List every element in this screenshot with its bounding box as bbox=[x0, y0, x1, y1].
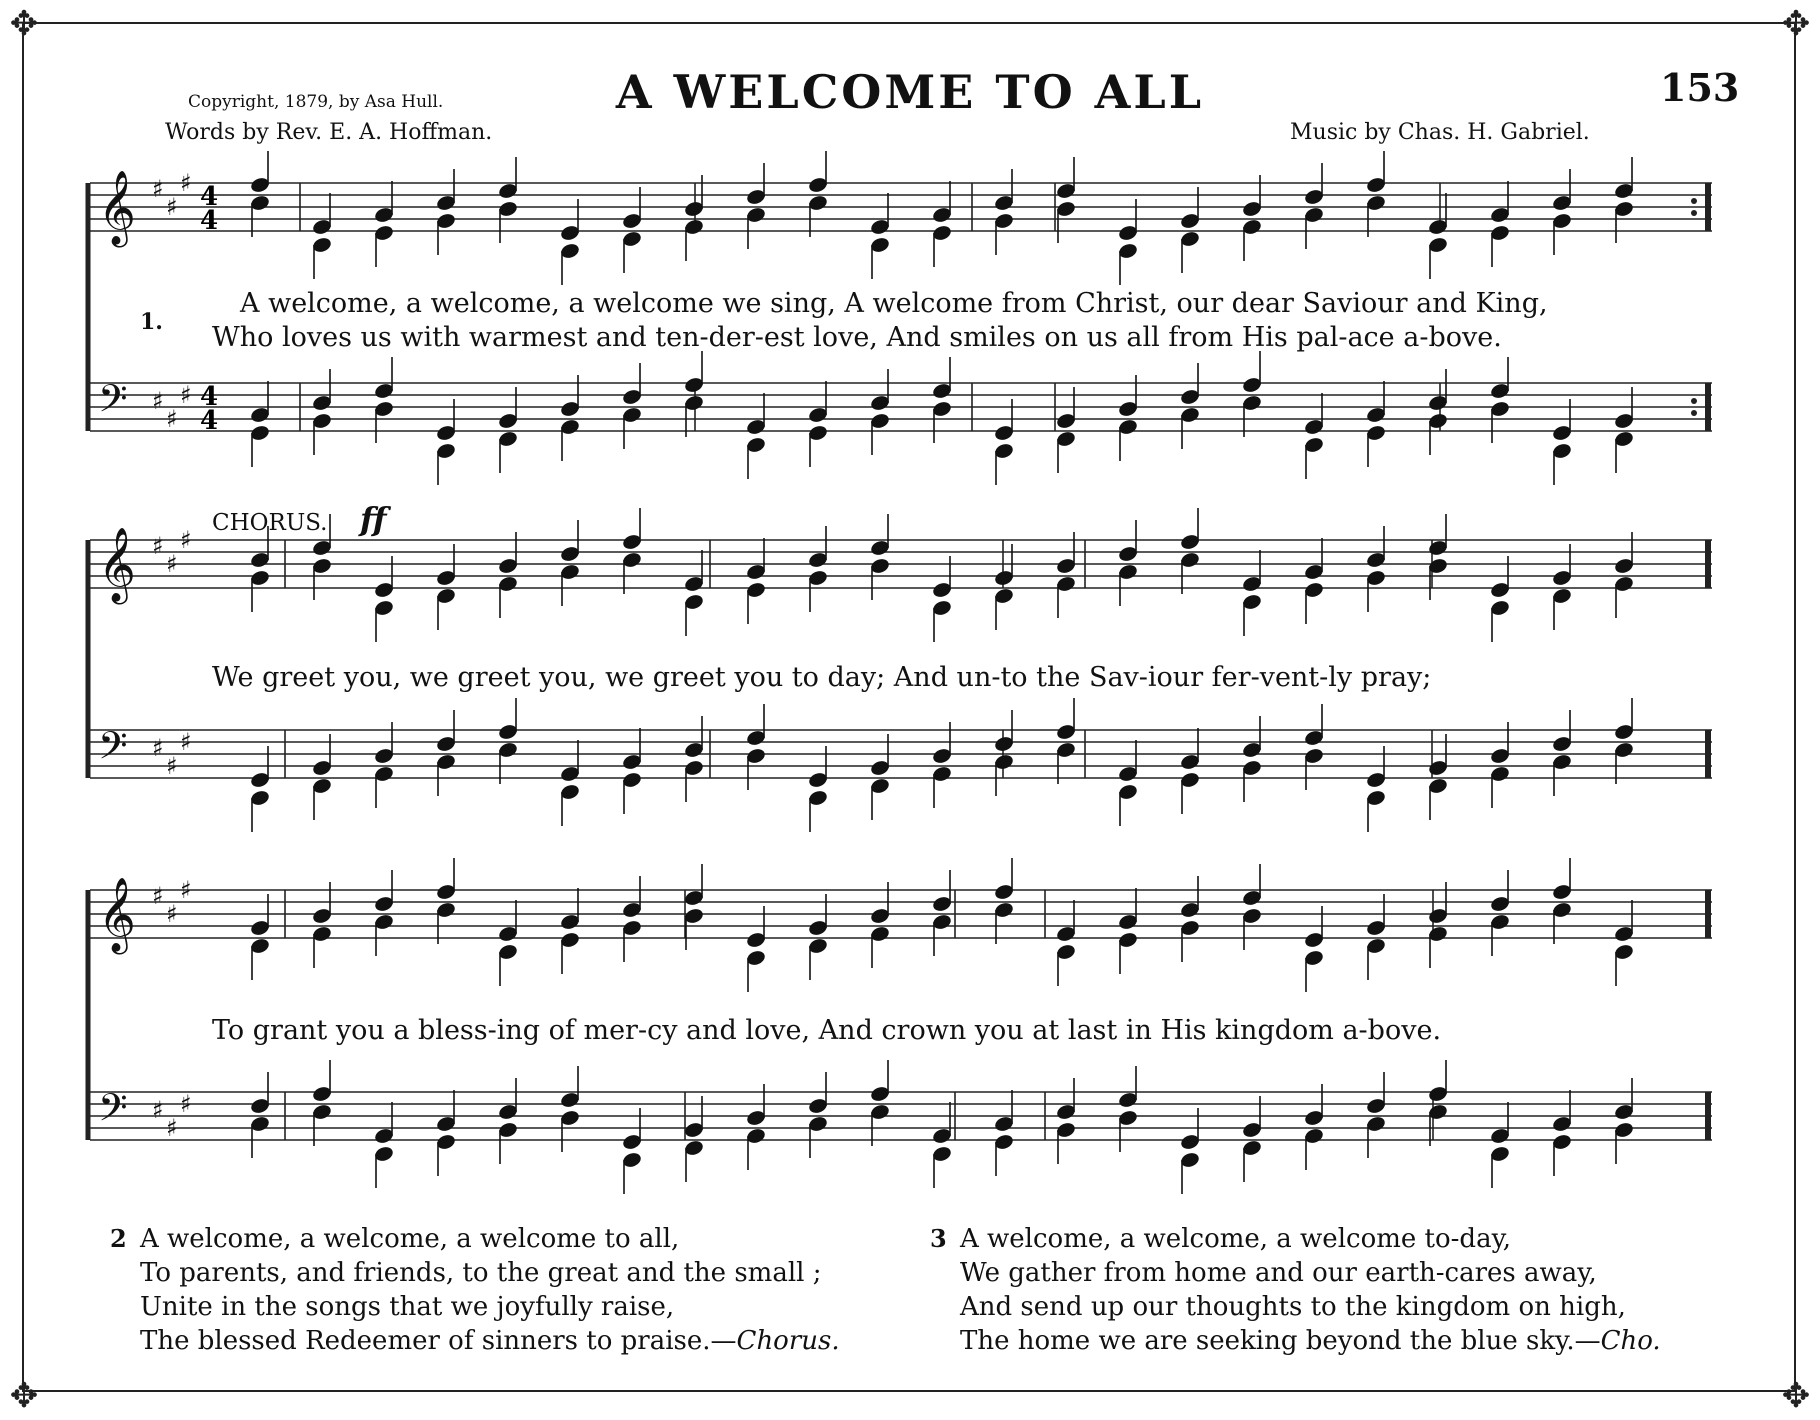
treble-clef: 𝄞 bbox=[98, 878, 136, 952]
corner-ornament-bottom-right: ✥ bbox=[1781, 1376, 1811, 1416]
sharp-sign: ♯ bbox=[166, 405, 178, 433]
chorus-line1: We greet you, we greet you, we greet you to day; And un-to the Sav-iour fer-vent-ly pray; bbox=[212, 662, 1432, 693]
stanza-line: A welcome, a welcome, a welcome to all, bbox=[140, 1224, 680, 1254]
sharp-sign: ♯ bbox=[152, 734, 164, 762]
bass-clef: 𝄢 bbox=[98, 1085, 128, 1139]
bass-clef: 𝄢 bbox=[98, 723, 128, 777]
time-signature-top: 4 bbox=[200, 182, 219, 212]
sharp-sign: ♯ bbox=[166, 193, 178, 221]
sharp-sign: ♯ bbox=[180, 728, 192, 756]
sharp-sign: ♯ bbox=[180, 876, 192, 904]
stanza-line: Unite in the songs that we joyfully raise, bbox=[140, 1292, 675, 1322]
time-signature-top: 4 bbox=[200, 382, 219, 412]
treble-clef: 𝄞 bbox=[98, 171, 136, 245]
sharp-sign: ♯ bbox=[152, 387, 164, 415]
stanza-line-text: The home we are seeking beyond the blue sky.— bbox=[960, 1326, 1601, 1356]
sharp-sign: ♯ bbox=[166, 1114, 178, 1142]
sharp-sign: ♯ bbox=[166, 900, 178, 928]
stanza-number: 2 bbox=[110, 1224, 127, 1253]
chorus-line2: To grant you a bless-ing of mer-cy and love, And crown you at last in His kingdom a-bove. bbox=[212, 1015, 1442, 1046]
stanza-2 bbox=[110, 1222, 840, 1358]
sharp-sign: ♯ bbox=[152, 882, 164, 910]
sharp-sign: ♯ bbox=[152, 1096, 164, 1124]
words-credit: Words by Rev. E. A. Hoffman. bbox=[165, 120, 493, 145]
sharp-sign: ♯ bbox=[180, 381, 192, 409]
sharp-sign: ♯ bbox=[180, 169, 192, 197]
verse-number-label: 1. bbox=[140, 309, 163, 335]
chorus-label: CHORUS. bbox=[212, 510, 328, 536]
repeat-dot bbox=[1691, 398, 1697, 404]
stanza-line: We gather from home and our earth-cares away, bbox=[960, 1258, 1597, 1288]
stanza-number: 3 bbox=[930, 1224, 947, 1253]
stanza-line-text: The blessed Redeemer of sinners to praise.— bbox=[140, 1326, 737, 1356]
verse1-line2: Who loves us with warmest and ten-der-est love, And smiles on us all from His pal-ace a-bove. bbox=[212, 322, 1502, 353]
hymn-title: A WELCOME TO ALL bbox=[615, 65, 1205, 119]
stanza-ending: Chorus. bbox=[736, 1326, 840, 1356]
copyright-notice: Copyright, 1879, by Asa Hull. bbox=[188, 92, 444, 112]
stanza-3 bbox=[930, 1222, 1661, 1358]
stanza-line-last bbox=[140, 1324, 840, 1358]
music-credit: Music by Chas. H. Gabriel. bbox=[1290, 120, 1590, 145]
bass-clef: 𝄢 bbox=[98, 376, 128, 430]
stanza-line: And send up our thoughts to the kingdom on high, bbox=[960, 1292, 1626, 1322]
sharp-sign: ♯ bbox=[166, 550, 178, 578]
stanza-line: A welcome, a welcome, a welcome to-day, bbox=[960, 1224, 1512, 1254]
treble-clef: 𝄞 bbox=[98, 528, 136, 602]
sharp-sign: ♯ bbox=[180, 1090, 192, 1118]
stanza-ending: Cho. bbox=[1600, 1326, 1661, 1356]
verse-number bbox=[140, 305, 163, 336]
sharp-sign: ♯ bbox=[152, 532, 164, 560]
repeat-dot bbox=[1691, 210, 1697, 216]
stanza-line-last bbox=[960, 1324, 1661, 1358]
corner-ornament-bottom-left: ✥ bbox=[9, 1376, 39, 1416]
repeat-dot bbox=[1691, 198, 1697, 204]
sharp-sign: ♯ bbox=[152, 175, 164, 203]
sharp-sign: ♯ bbox=[166, 752, 178, 780]
corner-ornament-top-right: ✥ bbox=[1781, 4, 1811, 44]
verse1-line1: A welcome, a welcome, a welcome we sing, A welcome from Christ, our dear Saviour and King, bbox=[240, 288, 1548, 319]
page-number: 153 bbox=[1660, 65, 1740, 110]
dynamic-marking: ff bbox=[360, 500, 387, 538]
time-signature-bottom: 4 bbox=[200, 206, 219, 236]
corner-ornament-top-left: ✥ bbox=[9, 4, 39, 44]
repeat-dot bbox=[1691, 410, 1697, 416]
sharp-sign: ♯ bbox=[180, 526, 192, 554]
stanza-line: To parents, and friends, to the great and the small ; bbox=[140, 1258, 822, 1288]
time-signature-bottom: 4 bbox=[200, 406, 219, 436]
